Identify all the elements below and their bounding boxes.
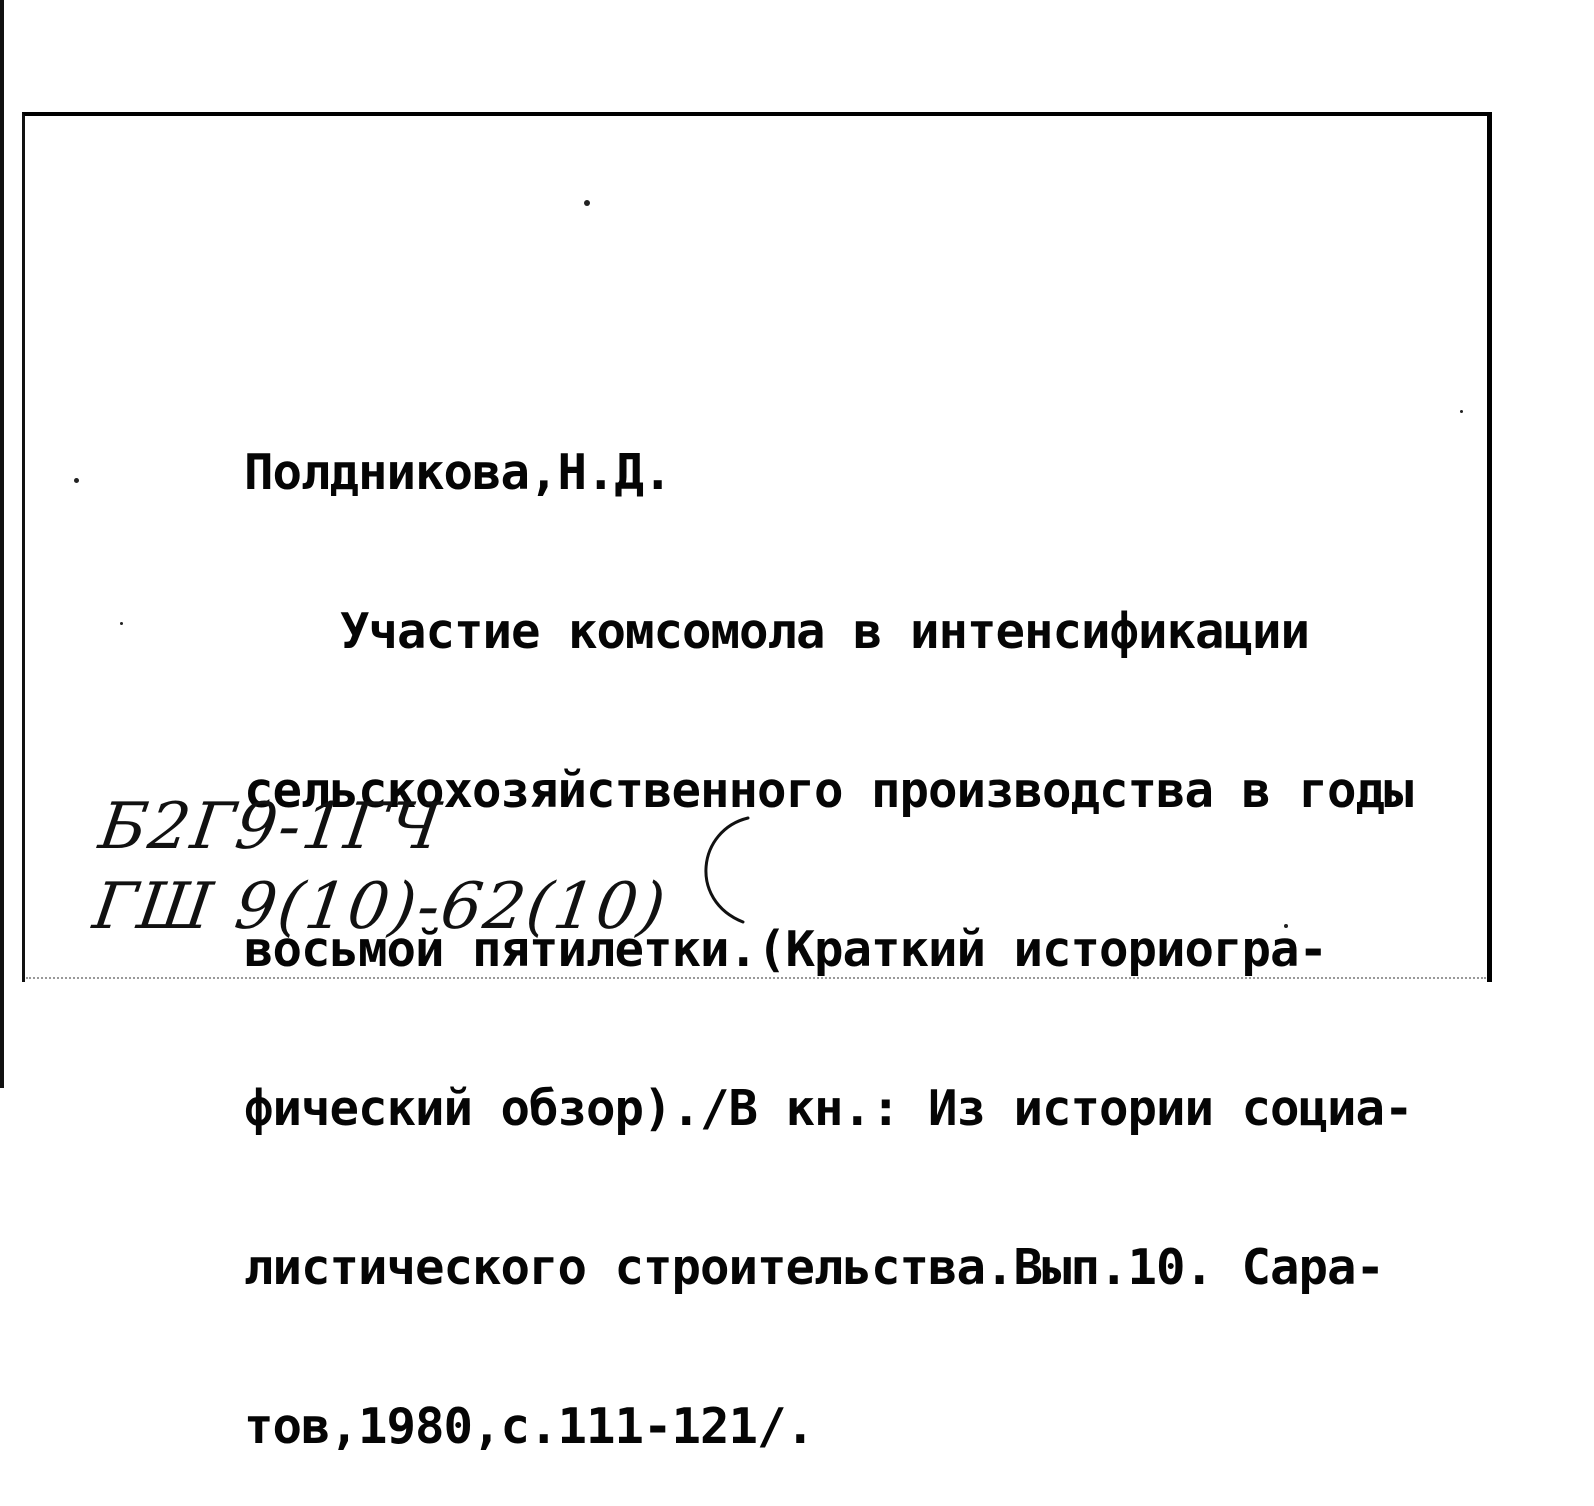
- handwritten-classification: ГШ 9(10)-62(10): [88, 870, 672, 944]
- author-name: Полдникова,Н.Д.: [244, 444, 672, 501]
- scan-speck: [74, 478, 79, 483]
- entry-line: восьмой пятилетки.(Краткий историогра-: [244, 921, 1328, 978]
- entry-line: фический обзор)./В кн.: Из истории социа-: [244, 1080, 1413, 1137]
- scan-speck: [584, 200, 590, 206]
- entry-line: Участие комсомола в интенсификации: [340, 603, 1310, 660]
- entry-line: листического строительства.Вып.10. Сара-: [244, 1239, 1385, 1296]
- scan-speck: [120, 622, 123, 625]
- handwritten-bracket-mark: [688, 810, 778, 930]
- entry-line: тов,1980,с.111-121/.: [244, 1398, 815, 1455]
- entry-line: сельскохозяйственного производства в годы: [244, 762, 1413, 819]
- handwritten-shelfmark: Б2Г9-1ГЧ: [94, 790, 447, 864]
- scan-edge: [0, 0, 4, 1088]
